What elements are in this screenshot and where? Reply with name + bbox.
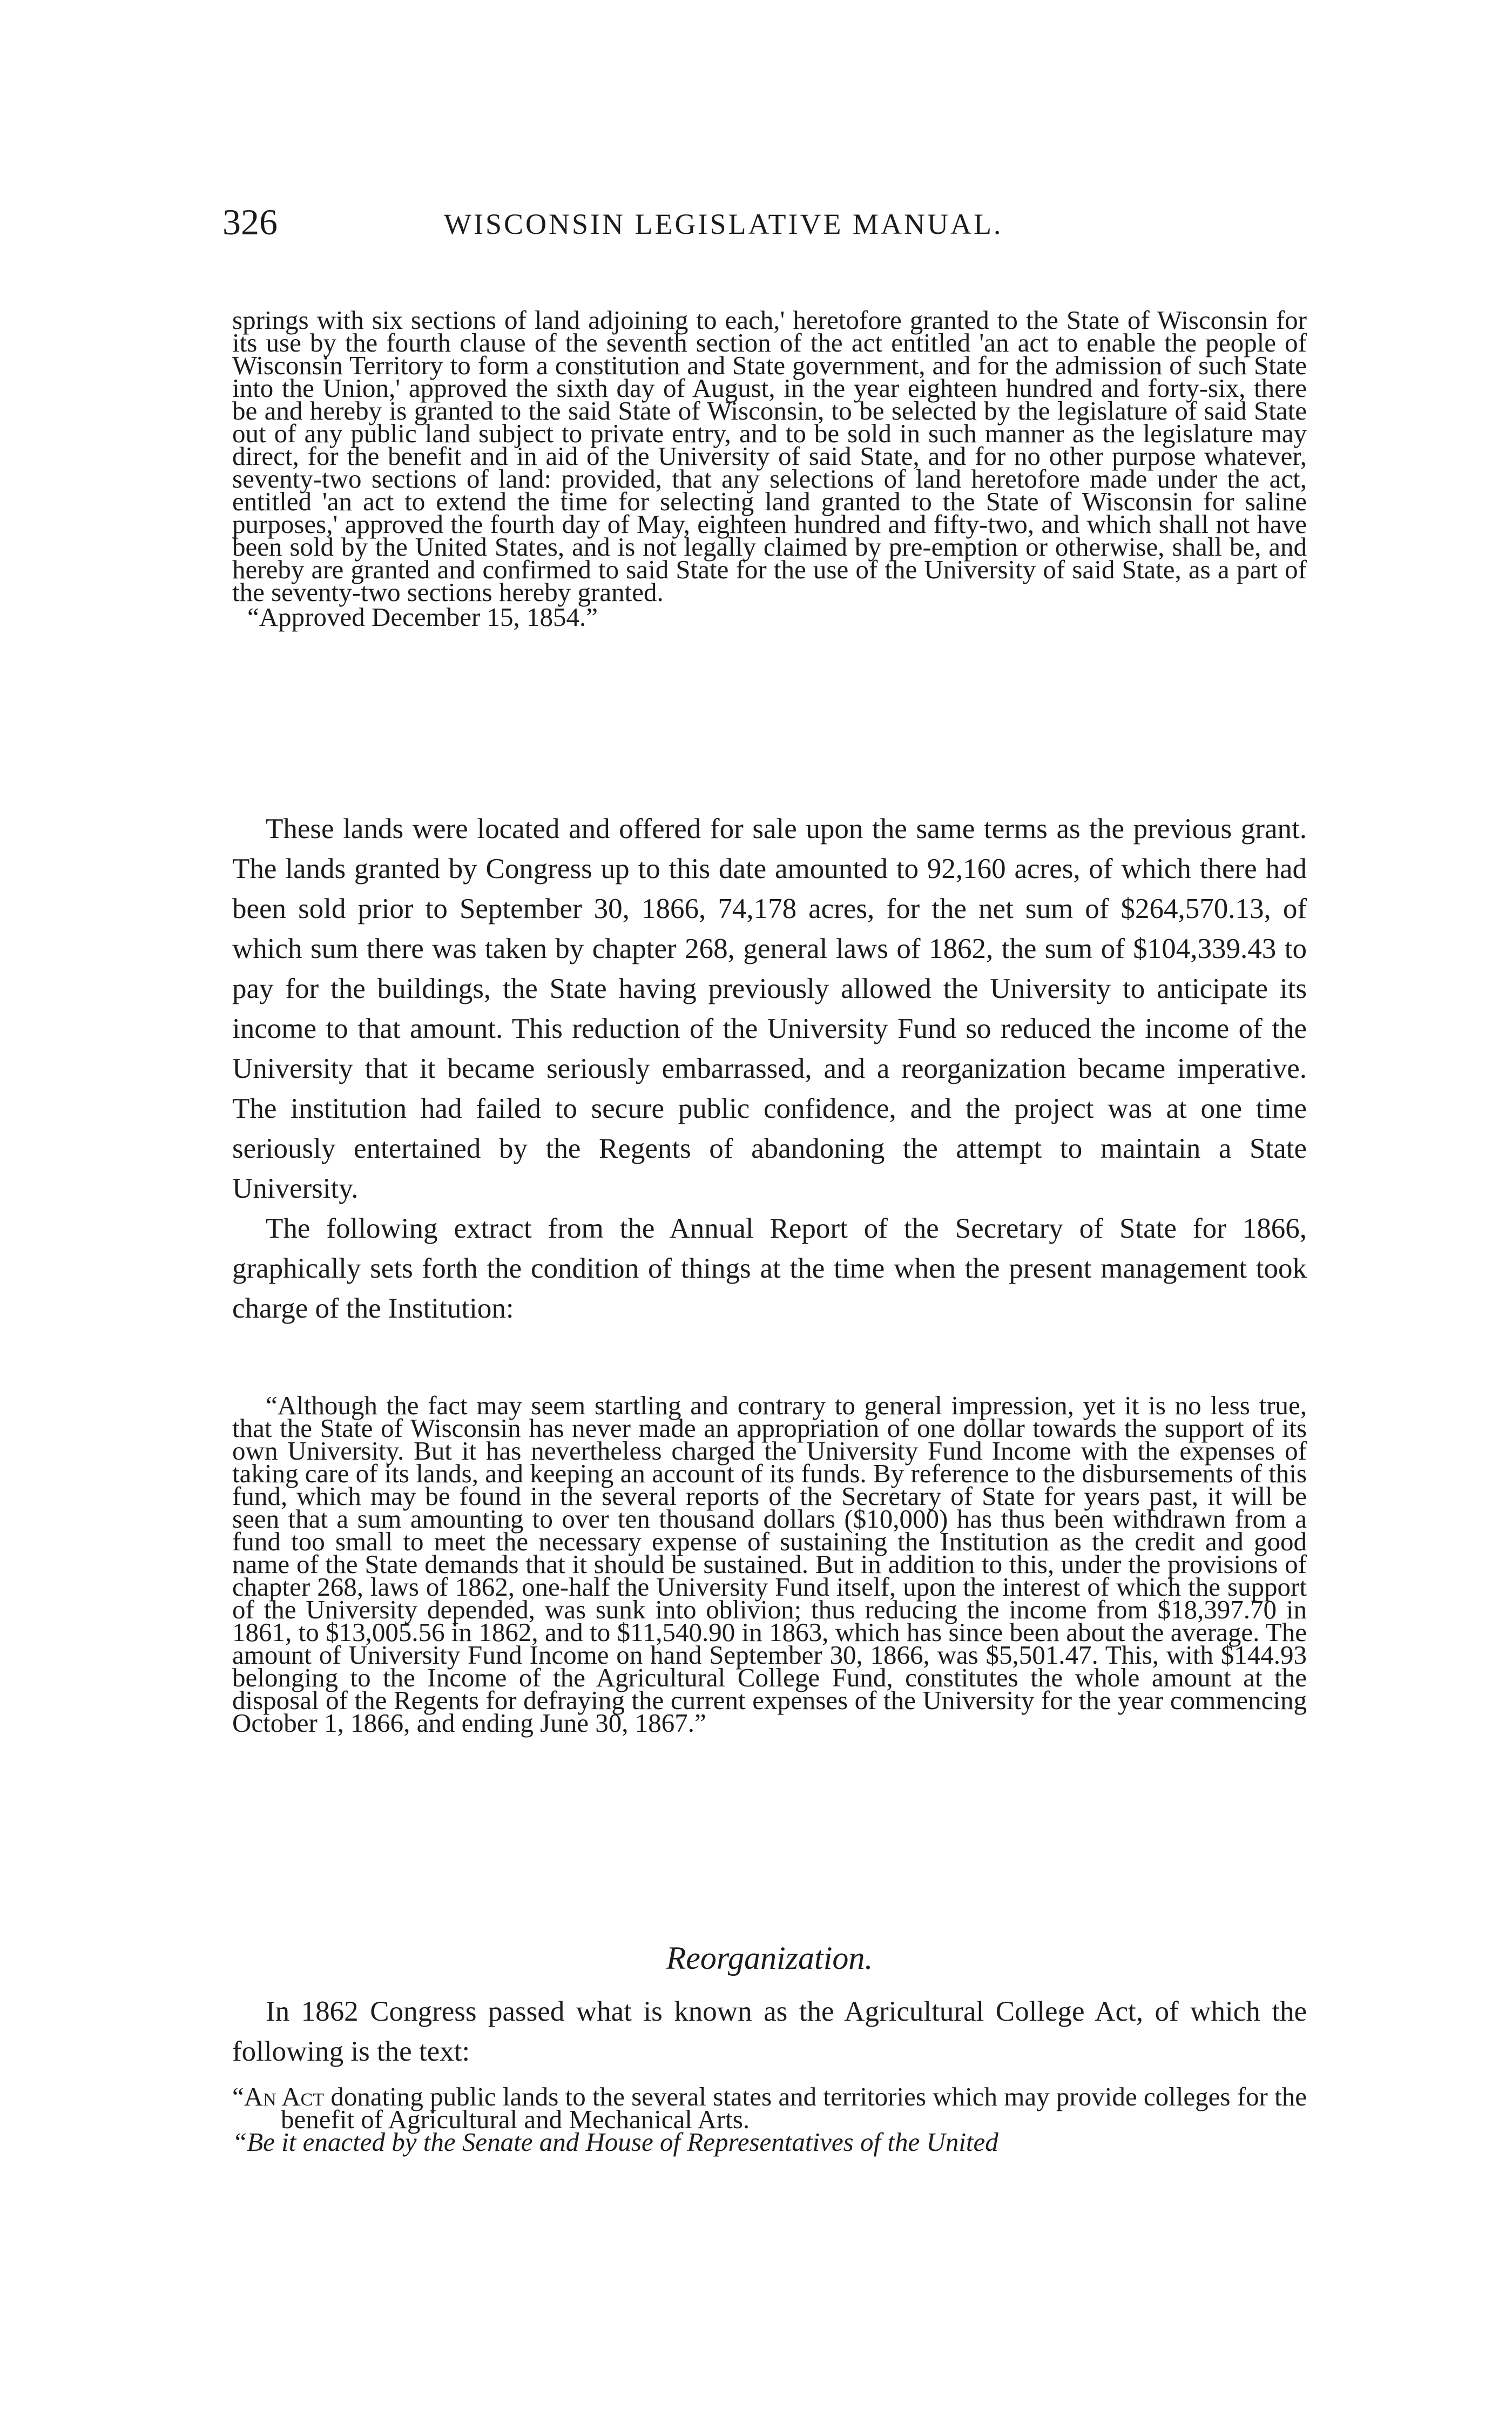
act-title-caps: An Act: [244, 2082, 325, 2111]
quoted-act-continuation: [232, 305, 1307, 632]
act-title-rest: donating public lands to the several states and territories which may provide colleges for the benefit of Agricultural and Mechanical Arts.: [281, 2082, 1307, 2134]
page-header: [222, 201, 1324, 260]
quoted-act-text: springs with six sections of land adjoining to each,' heretofore granted to the State of Wisconsin for its use by the fourth clause of the seventh section of the act entitled 'an act to enable the people of Wisconsin Territory to form a constitution and State government, and for the admission of such State into the Union,' approved the sixth day of August, in the year eighteen hundred and forty-six, there be and hereby is granted to the said State of Wisconsin, to be selected by the legislature of said State out of any public land subject to private entry, and to be sold in such manner as the legislature may direct, for the benefit and in aid of the University of said State, and for no other purpose whatever, seventy-two sections of land: provided, that any selections of land heretofore made under the act, entitled 'an act to extend the time for selecting land granted to the State of Wisconsin for saline purposes,' approved the fourth day of May, eighteen hundred and fifty-two, and which shall not have been sold by the United States, and is not legally claimed by pre-emption or otherwise, shall be, and hereby are granted and confirmed to said State for the use of the University of said State, as a part of the seventy-two sections hereby granted.: [232, 305, 1307, 607]
paragraph-agricultural-act-intro: In 1862 Congress passed what is known as the Agricultural College Act, of which the following is the text:: [232, 1996, 1307, 2067]
body-text: [232, 809, 1307, 1328]
secretary-report-quote: [232, 1390, 1307, 1738]
secretary-report-text: “Although the fact may seem startling and contrary to general impression, yet it is no less true, that the State of Wisconsin has never made an appropriation of one dollar towards the support of its own University. But it has nevertheless charged the University Fund Income with the expenses of taking care of its lands, and keeping an account of its funds. By reference to the disbursements of this fund, which may be found in the several reports of the Secretary of State for years past, it will be seen that a sum amounting to over ten thousand dollars ($10,000) has thus been withdrawn from a fund too small to meet the necessary expense of sustaining the Institution as the credit and good name of the State demands that it should be sustained. But in addition to this, under the provisions of chapter 268, laws of 1862, one-half the University Fund itself, upon the interest of which the support of the University depended, was sunk into oblivion; thus reducing the income from $18,397.70 in 1861, to $13,005.56 in 1862, and to $11,540.90 in 1863, which has since been about the average. The amount of University Fund Income on hand September 30, 1866, was $5,501.47. This, with $144.93 belonging to the Income of the Agricultural College Fund, constitutes the whole amount at the disposal of the Regents for defraying the current expenses of the University for the year commencing October 1, 1866, and ending June 30, 1867.”: [232, 1390, 1307, 1738]
section-intro: [232, 1992, 1307, 2071]
section-heading: Reorganization.: [666, 1940, 873, 1976]
page-number: 326: [222, 201, 278, 242]
act-text: [232, 2082, 1307, 2157]
paragraph-report-intro: The following extract from the Annual Report of the Secretary of State for 1866, graphically sets forth the condition of things at the time when the present management took charge of the Institution:: [232, 1213, 1307, 1324]
act-open-quote: “: [232, 2082, 244, 2111]
act-title: [232, 2082, 1307, 2134]
paragraph-land-sales: These lands were located and offered for sale upon the same terms as the previous grant. The lands granted by Congress up to this date amounted to 92,160 acres, of which there had been sold prior to September 30, 1866, 74,178 acres, for the net sum of $264,570.13, of which sum there was taken by chapter 268, general laws of 1862, the sum of $104,339.43 to pay for the buildings, the State having previously allowed the University to anticipate its income to that amount. This reduction of the University Fund so reduced the income of the University that it became seriously embarrassed, and a reorganization became imperative. The institution had failed to secure public confidence, and the project was at one time seriously entertained by the Regents of abandoning the attempt to maintain a State University.: [232, 813, 1307, 1204]
enacting-clause: “Be it enacted by the Senate and House of Representatives of the United: [232, 2127, 998, 2157]
running-head: WISCONSIN LEGISLATIVE MANUAL.: [444, 208, 1003, 240]
approval-date: “Approved December 15, 1854.”: [247, 602, 598, 632]
